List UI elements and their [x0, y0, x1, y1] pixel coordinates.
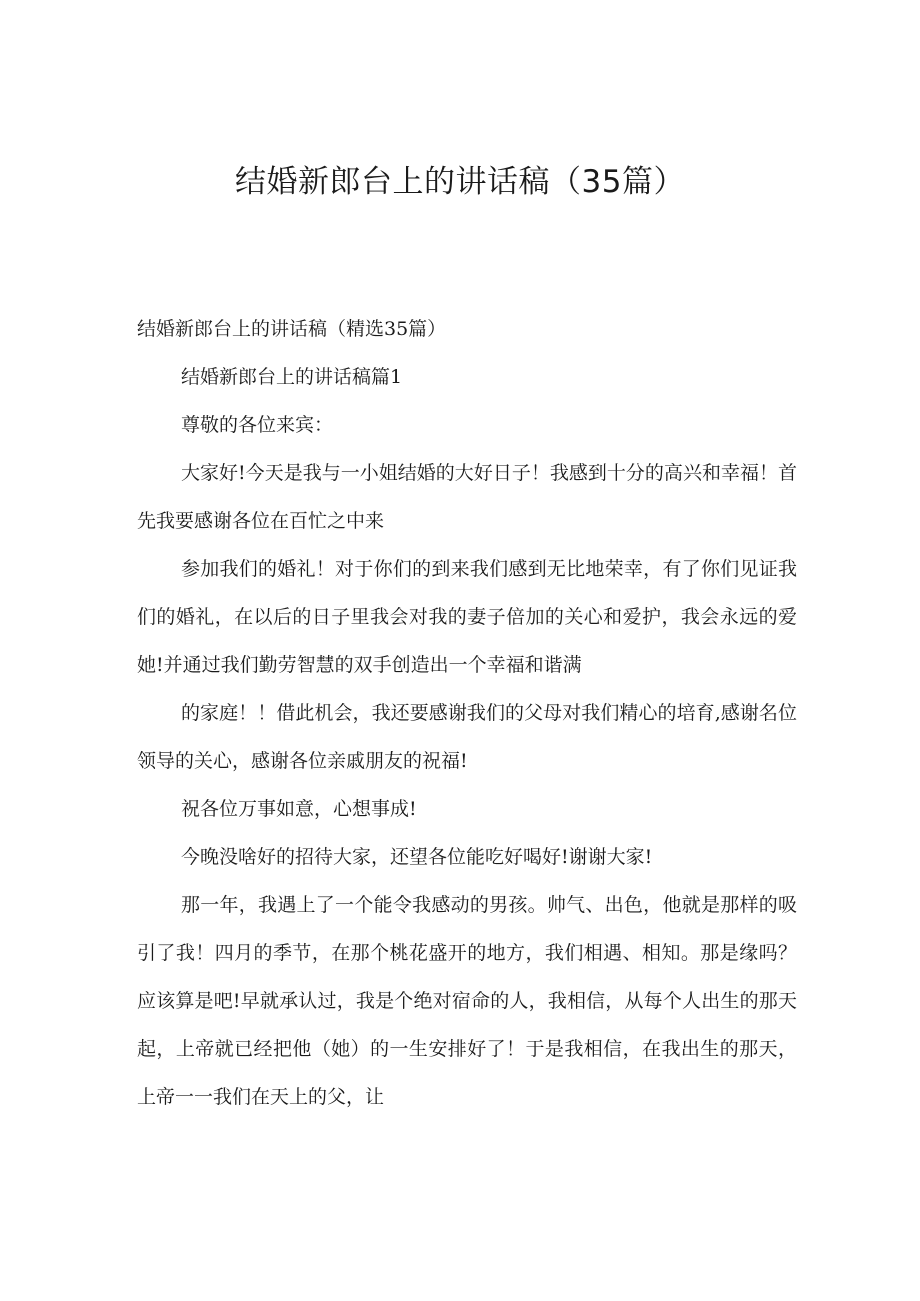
document-body: [137, 305, 797, 1121]
paragraph: 祝各位万事如意，心想事成!: [181, 798, 417, 820]
document-title: 结婚新郎台上的讲话稿（35篇）: [235, 164, 685, 200]
paragraph-salutation: 尊敬的各位来宾：: [181, 414, 334, 436]
paragraph: 参加我们的婚礼！对于你们的到来我们感到无比地荣幸，有了你们见证我们的婚礼，在以后的日子里我会对我的妻子倍加的关心和爱护，我会永远的爱她!并通过我们勤劳智慧的双手创造出一个幸福和谐满: [137, 558, 797, 676]
paragraph: 大家好!今天是我与一小姐结婚的大好日子！我感到十分的高兴和幸福！首先我要感谢各位在百忙之中来: [137, 462, 797, 532]
paragraph: 今晚没啥好的招待大家，还望各位能吃好喝好!谢谢大家!: [181, 846, 653, 868]
paragraph-subtitle: 结婚新郎台上的讲话稿（精选35篇）: [137, 318, 447, 340]
paragraph: 的家庭！！借此机会，我还要感谢我们的父母对我们精心的培育,感谢名位领导的关心，感谢各位亲戚朋友的祝福!: [137, 702, 797, 772]
paragraph: 那一年，我遇上了一个能令我感动的男孩。帅气、出色，他就是那样的吸引了我！四月的季节，在那个桃花盛开的地方，我们相遇、相知。那是缘吗？应该算是吧!早就承认过，我是个绝对宿命的人，我相信，从每个人出生的那天起，上帝就已经把他（她）的一生安排好了！于是我相信，在我出生的那天，上帝一一我们在天上的父，让: [137, 894, 797, 1108]
paragraph-section-heading: 结婚新郎台上的讲话稿篇1: [181, 366, 403, 388]
